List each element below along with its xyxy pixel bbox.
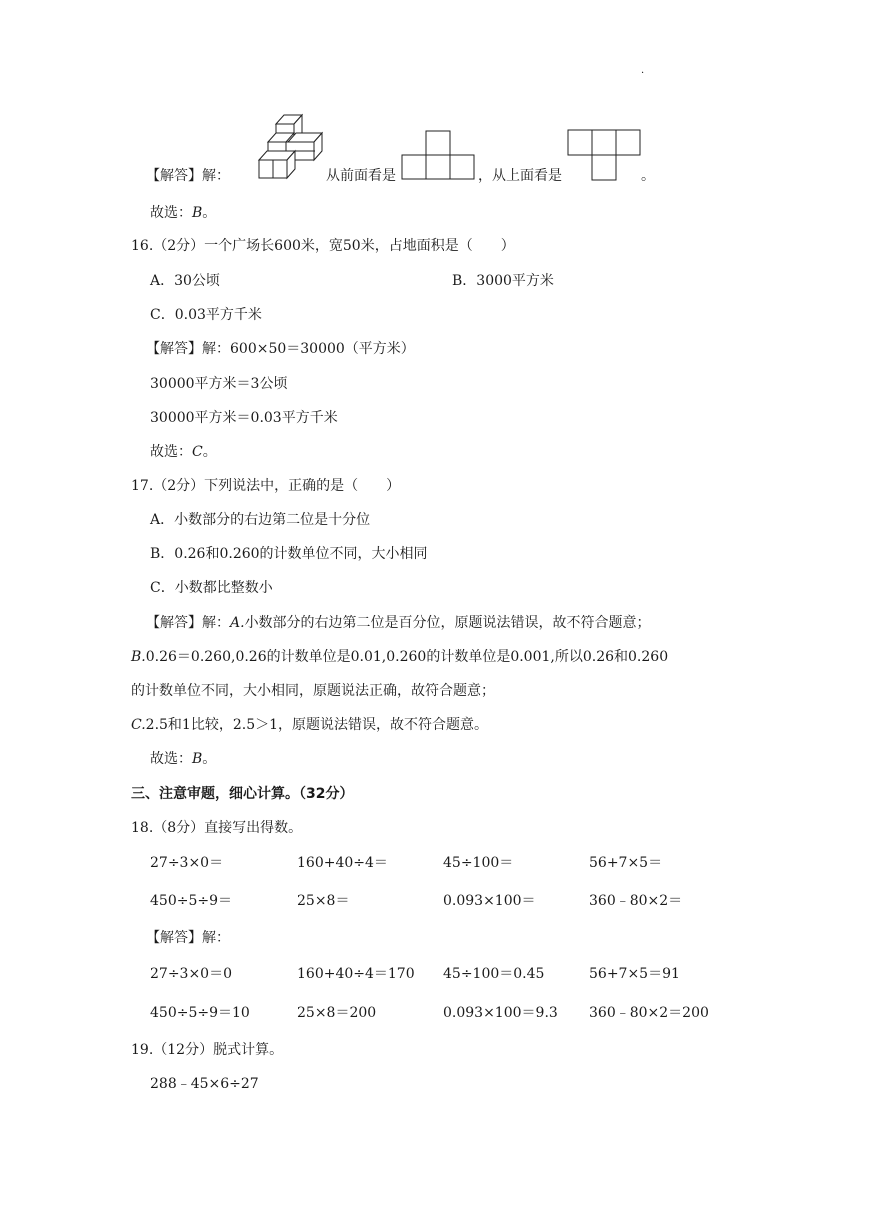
q16-stem: 16.（2分）一个广场长600米，宽50米，占地面积是（ ） (131, 238, 515, 254)
q18-answer-7: 0.093×100＝9.3 (443, 1005, 558, 1021)
cube-solid-figure (258, 112, 326, 182)
q18-answer-4: 56+7×5＝91 (589, 966, 680, 982)
q15-end-mark: 。 (641, 168, 655, 184)
q18-answer-5: 450÷5÷9＝10 (150, 1005, 250, 1021)
q18-answer-3: 45÷100＝0.45 (443, 966, 545, 982)
explanation: 小数部分的右边第二位是百分位，原题说法错误，故不符合题意； (244, 615, 651, 631)
choice-end: 。 (202, 205, 217, 221)
q15-front-view-label: 从前面看是 (326, 168, 396, 184)
choice-letter: B (192, 751, 203, 767)
option-label: A. (230, 615, 245, 631)
q18-problem-5: 450÷5÷9＝ (150, 893, 232, 909)
q16-answer-line-2: 30000平方米＝3公顷 (150, 376, 288, 392)
choice-prefix: 故选： (150, 205, 192, 221)
q18-answer-8: 360﹣80×2＝200 (589, 1005, 709, 1021)
q17-answer-c (131, 715, 488, 735)
q18-answer-1: 27÷3×0＝0 (150, 966, 232, 982)
q18-problem-2: 160+40÷4＝ (297, 855, 388, 871)
q16-option-a: A．30公顷 (150, 273, 220, 289)
choice-prefix: 故选： (150, 444, 192, 460)
header-dot: · (641, 68, 645, 79)
section-3-heading: 三、注意审题，细心计算。（32分） (131, 786, 354, 802)
explanation: 0.26＝0.260,0.26的计数单位是0.01,0.260的计数单位是0.001,所以0.26和0.260 (145, 649, 669, 665)
q15-answer-prefix: 【解答】解： (146, 168, 230, 184)
q18-answer-6: 25×8＝200 (297, 1005, 377, 1021)
front-view-figure (401, 130, 477, 182)
q15-choice-line (150, 203, 216, 223)
q16-choice-line (150, 442, 217, 462)
choice-end: 。 (202, 751, 217, 767)
q17-option-b: B．0.26和0.260的计数单位不同，大小相同 (150, 546, 428, 562)
choice-letter: C (192, 444, 203, 460)
q19-stem: 19.（12分）脱式计算。 (131, 1042, 284, 1058)
q18-problem-8: 360﹣80×2＝ (589, 893, 683, 909)
q17-answer-b (131, 647, 668, 667)
option-label: B. (131, 649, 146, 665)
choice-prefix: 故选： (150, 751, 192, 767)
q17-option-a: A．小数部分的右边第二位是十分位 (150, 512, 371, 528)
q16-answer-line-1: 【解答】解：600×50＝30000（平方米） (146, 341, 415, 357)
q18-problem-4: 56+7×5＝ (589, 855, 663, 871)
q18-problem-7: 0.093×100＝ (443, 893, 536, 909)
q16-option-b: B．3000平方米 (452, 273, 554, 289)
answer-prefix: 【解答】解： (146, 615, 230, 631)
q17-answer-a (146, 613, 651, 633)
q18-answer-2: 160+40÷4＝170 (297, 966, 415, 982)
choice-end: 。 (202, 444, 217, 460)
q18-problem-1: 27÷3×0＝ (150, 855, 224, 871)
q15-top-view-label: ，从上面看是 (478, 168, 562, 184)
q19-expression-1: 288﹣45×6÷27 (150, 1076, 259, 1092)
q16-option-c: C．0.03平方千米 (150, 307, 262, 323)
q18-problem-6: 25×8＝ (297, 893, 350, 909)
q18-problem-3: 45÷100＝ (443, 855, 514, 871)
q18-answer-label: 【解答】解： (146, 930, 230, 946)
choice-letter: B (192, 205, 203, 221)
q16-answer-line-3: 30000平方米＝0.03平方千米 (150, 410, 338, 426)
explanation: 2.5和1比较，2.5＞1，原题说法错误，故不符合题意。 (145, 717, 489, 733)
option-label: C. (131, 717, 146, 733)
q18-stem: 18.（8分）直接写出得数。 (131, 820, 303, 836)
top-view-figure (567, 129, 643, 183)
q17-stem: 17.（2分）下列说法中，正确的是（ ） (131, 478, 401, 494)
q17-answer-b-cont: 的计数单位不同，大小相同，原题说法正确，故符合题意； (131, 683, 495, 699)
q17-option-c: C．小数都比整数小 (150, 580, 273, 596)
q17-choice-line (150, 749, 216, 769)
